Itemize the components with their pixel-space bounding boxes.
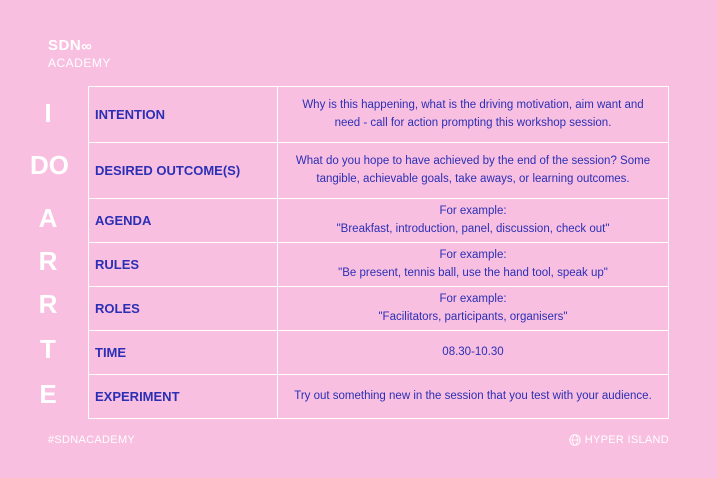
row-description bbox=[278, 143, 669, 199]
acronym-letter-r1: R bbox=[38, 246, 58, 276]
row-label: DESIRED OUTCOME(S) bbox=[89, 143, 278, 199]
desc-line: Try out something new in the session that you test with your audience. bbox=[294, 389, 652, 402]
acronym-letter-e: E bbox=[39, 379, 57, 409]
workshop-planning-table bbox=[88, 86, 669, 419]
desc-line: For example: bbox=[439, 292, 507, 305]
table-row-roles bbox=[89, 287, 669, 331]
acronym-letter-t: T bbox=[40, 334, 56, 364]
acronym-letter-a: A bbox=[38, 203, 58, 233]
brand-name: HYPER ISLAND bbox=[584, 434, 669, 446]
row-label: ROLES bbox=[89, 287, 278, 331]
row-description bbox=[278, 243, 669, 287]
logo-subtitle: ACADEMY bbox=[48, 56, 111, 70]
infinity-icon: ∞ bbox=[81, 38, 93, 55]
table-row-rules bbox=[89, 243, 669, 287]
desc-line: Why is this happening, what is the driving motivation, aim want and bbox=[302, 98, 644, 111]
logo-mark bbox=[48, 38, 111, 54]
brand-footer bbox=[569, 434, 669, 446]
desc-line: What do you hope to have achieved by the end of the session? Some bbox=[295, 154, 651, 167]
desc-line: tangible, achievable goals, take aways, or learning outcomes. bbox=[316, 172, 630, 185]
acronym-letter-r2: R bbox=[38, 289, 58, 319]
hashtag: #SDNACADEMY bbox=[48, 434, 136, 446]
logo bbox=[48, 38, 111, 69]
desc-line: "Be present, tennis ball, use the hand tool, speak up" bbox=[338, 266, 608, 279]
desc-line: 08.30-10.30 bbox=[442, 345, 504, 358]
desc-line: "Breakfast, introduction, panel, discussion, check out" bbox=[336, 222, 610, 235]
row-description bbox=[278, 87, 669, 143]
table-row-intention bbox=[89, 87, 669, 143]
row-label: EXPERIMENT bbox=[89, 375, 278, 419]
row-label: TIME bbox=[89, 331, 278, 375]
row-label: AGENDA bbox=[89, 199, 278, 243]
table-row-time bbox=[89, 331, 669, 375]
row-label: INTENTION bbox=[89, 87, 278, 143]
row-description bbox=[278, 199, 669, 243]
desc-line: For example: bbox=[439, 248, 507, 261]
acronym-letter-do: DO bbox=[30, 150, 69, 180]
table-row-experiment bbox=[89, 375, 669, 419]
logo-mark-text: SDN bbox=[48, 37, 82, 54]
row-description bbox=[278, 375, 669, 419]
desc-line: For example: bbox=[439, 204, 507, 217]
table-row-agenda bbox=[89, 199, 669, 243]
desc-line: "Facilitators, participants, organisers" bbox=[378, 310, 568, 323]
globe-icon bbox=[569, 434, 581, 446]
row-description bbox=[278, 287, 669, 331]
desc-line: need - call for action prompting this workshop session. bbox=[334, 116, 612, 129]
table-row-desired-outcomes bbox=[89, 143, 669, 199]
row-description bbox=[278, 331, 669, 375]
acronym-letter-i: I bbox=[44, 98, 52, 128]
row-label: RULES bbox=[89, 243, 278, 287]
